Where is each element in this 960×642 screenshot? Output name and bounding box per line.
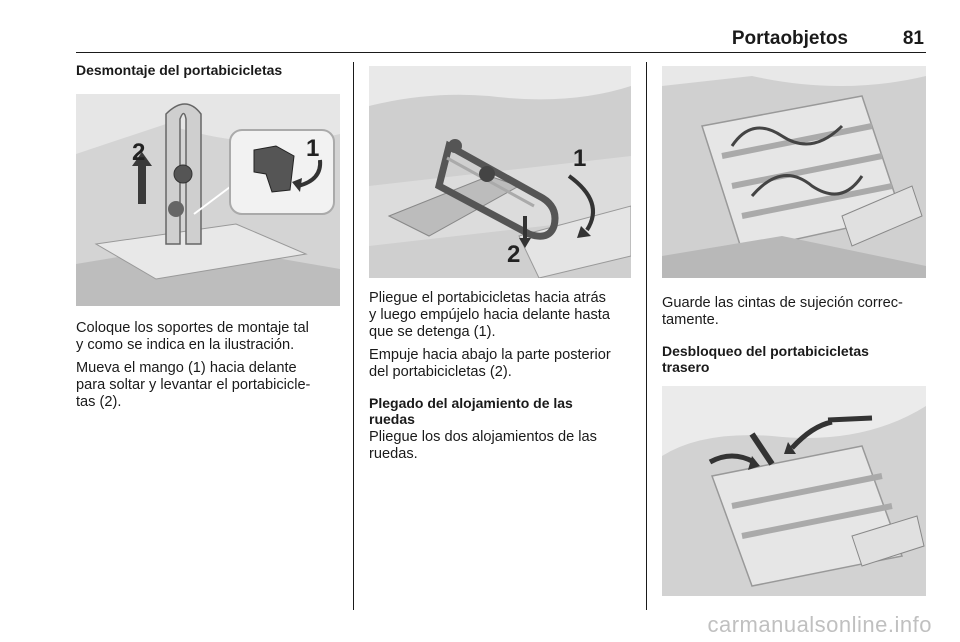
column-divider [646,62,647,610]
heading-line: Desbloqueo del portabicicletas [662,343,869,359]
page-number: 81 [902,28,924,49]
text-line: Guarde las cintas de sujeción correc- [662,295,903,311]
svg-text:1: 1 [573,145,587,172]
instruction-paragraph [369,429,631,463]
text-line: ruedas. [369,446,418,462]
illustration-fold-back [369,66,631,278]
text-line: Pliegue los dos alojamientos de las [369,429,597,445]
svg-text:1: 1 [306,135,320,162]
illustration-removal [76,94,340,306]
instruction-paragraph [369,290,631,341]
svg-text:2: 2 [507,241,521,268]
section-title: Portaobjetos [731,28,848,49]
text-line: tamente. [662,312,719,328]
column-1 [76,62,340,78]
heading-line: trasero [662,359,710,375]
watermark: carmanualsonline.info [707,612,932,637]
instruction-paragraph [369,347,631,381]
instruction-paragraph [662,295,926,329]
column-1-text [76,320,340,411]
text-line: tas (2). [76,394,122,410]
text-line: para soltar y levantar el portabicicle- [76,377,311,393]
section-heading [662,343,926,375]
text-line: del portabicicletas (2). [369,364,512,380]
text-line: Pliegue el portabicicletas hacia atrás [369,290,606,306]
heading-line: ruedas [369,411,415,427]
text-line: Empuje hacia abajo la parte posterior [369,347,611,363]
svg-text:2: 2 [132,139,146,166]
instruction-paragraph [76,360,340,411]
section-heading [369,395,631,427]
section-heading: Desmontaje del portabicicletas [76,62,283,78]
illustration-unlock [662,386,926,596]
text-line: y luego empújelo hacia delante hasta [369,307,610,323]
heading-line: Plegado del alojamiento de las [369,395,573,411]
text-line: y como se indica en la ilustración. [76,337,295,353]
column-divider [353,62,354,610]
text-line: que se detenga (1). [369,324,496,340]
text-line: Coloque los soportes de montaje tal [76,320,309,336]
instruction-paragraph [76,320,340,354]
page-header [76,26,926,53]
column-2-text [369,290,631,463]
text-line: Mueva el mango (1) hacia delante [76,360,297,376]
illustration-wheel-holders [662,66,926,278]
column-3-text [662,295,926,375]
